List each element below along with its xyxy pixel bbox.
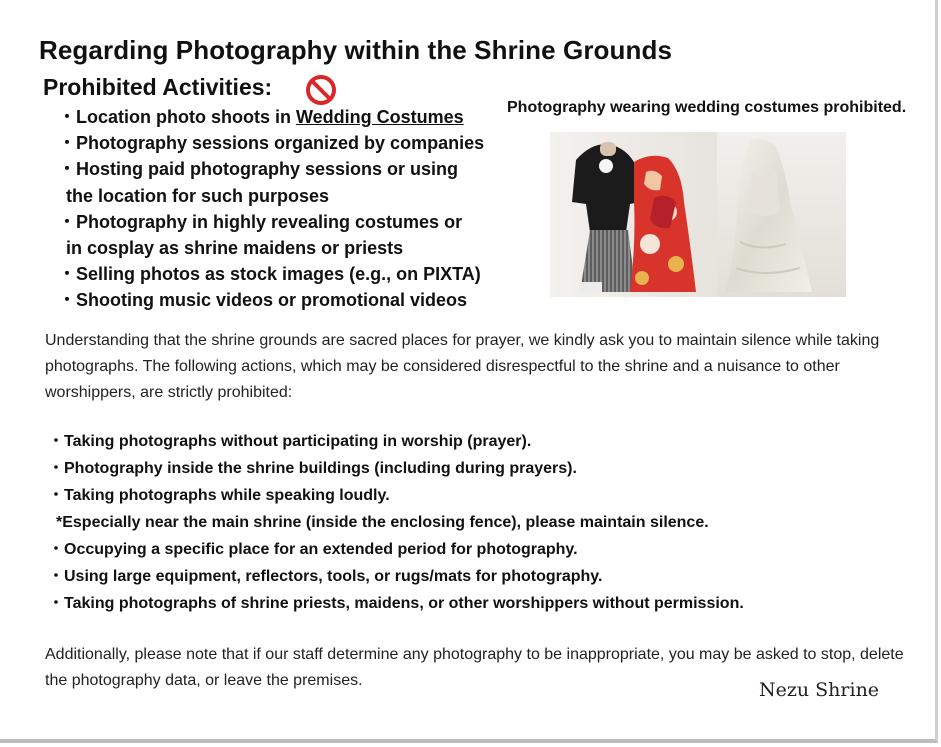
silence-note: *Especially near the main shrine (inside the enclosing fence), please maintain silence. (56, 514, 709, 531)
list-item-continuation: in cosplay as shrine maidens or priests (66, 238, 404, 259)
list-item: ・Selling photos as stock images (e.g., on PIXTA) (58, 264, 481, 285)
list-item: ・Taking photographs without participating in worship (prayer). (48, 433, 532, 450)
rules-list (48, 428, 908, 617)
list-item: ・Photography inside the shrine buildings (including during prayers). (48, 460, 577, 477)
closing-paragraph: Additionally, please note that if our staff determine any photography to be inappropriate, you may be asked to stop, delete the photography data, or leave the premises. (45, 646, 904, 689)
prohibited-sign-icon (305, 74, 337, 106)
list-item (58, 104, 498, 130)
signature: Nezu Shrine (759, 679, 880, 701)
list-item: ・Occupying a specific place for an extended period for photography. (48, 541, 578, 558)
list-item-text: ・Location photo shoots in (58, 107, 296, 127)
list-item: ・Photography sessions organized by companies (58, 133, 485, 154)
list-item: ・Taking photographs while speaking loudly. (48, 487, 390, 504)
list-item: ・Hosting paid photography sessions or using (58, 159, 459, 180)
wedding-costumes-link[interactable]: Wedding Costumes (295, 107, 464, 127)
list-item: ・Taking photographs of shrine priests, maidens, or other worshippers without permission. (48, 595, 744, 612)
list-item: ・Photography in highly revealing costumes or (58, 211, 463, 232)
intro-paragraph: Understanding that the shrine grounds are sacred places for prayer, we kindly ask you to maintain silence while taking photographs. The following actions, which may be considered disrespectful to the shrine and a nuisance to other worshippers, are strictly prohibited: (45, 332, 880, 401)
wedding-costumes-photo (550, 132, 846, 297)
list-item-continuation: the location for such purposes (66, 185, 330, 206)
prohibited-list (58, 104, 498, 314)
list-item: ・Using large equipment, reflectors, tools, or rugs/mats for photography. (48, 568, 603, 585)
page-title: Regarding Photography within the Shrine Grounds (39, 35, 673, 65)
prohibited-heading: Prohibited Activities: (43, 74, 273, 100)
list-item: ・Shooting music videos or promotional videos (58, 290, 468, 311)
photo-caption: Photography wearing wedding costumes prohibited. (507, 99, 907, 116)
